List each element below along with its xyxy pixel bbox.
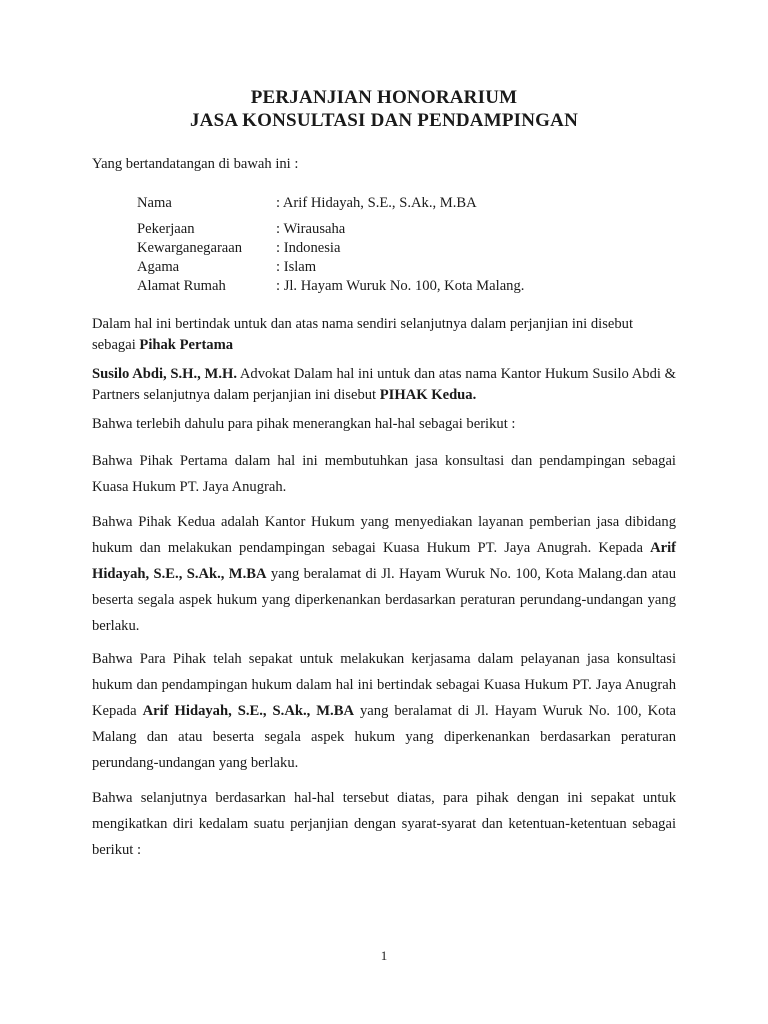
identity-value: : Wirausaha [276, 221, 346, 237]
identity-row [137, 195, 524, 221]
identity-row [137, 259, 524, 278]
identity-value: : Indonesia [276, 240, 341, 256]
identity-label: Pekerjaan [137, 221, 195, 237]
intro-text: Yang bertandatangan di bawah ini : [92, 156, 299, 172]
identity-label: Alamat Rumah [137, 278, 226, 294]
paragraph-pihak-kedua [92, 364, 676, 406]
paragraph-text: yang beralamat di Jl. Hayam Wuruk No. 100, Kota Malang.dan atau beserta segala aspek hukum yang diperkenankan berdasarkan peraturan perundang-undangan yang berlaku. [92, 566, 676, 634]
page-number: 1 [380, 948, 388, 963]
identity-label: Agama [137, 259, 180, 275]
identity-value: : Islam [276, 259, 317, 275]
paragraph-text: yang beralamat di Jl. Hayam Wuruk No. 100, Kota Malang dan atau beserta segala aspek hukum yang diperkenankan berdasarkan peraturan perundang-undangan yang berlaku. [92, 703, 676, 771]
paragraph-pihak-pertama [92, 314, 676, 356]
client-name: Arif Hidayah, S.E., S.Ak., M.BA [142, 703, 354, 719]
paragraph-text: Advokat Dalam hal ini untuk dan atas nama Kantor Hukum Susilo Abdi & Partners selanjutnya dalam perjanjian ini disebut [92, 366, 676, 403]
paragraph-binding: Bahwa selanjutnya berdasarkan hal-hal tersebut diatas, para pihak dengan ini sepakat untuk mengikatkan diri kedalam suatu perjanjian dengan syarat-syarat dan ketentuan-ketentuan sebagai berikut : [92, 790, 676, 858]
pihak-kedua-label: PIHAK Kedua. [379, 387, 477, 403]
client-name: Arif Hidayah, S.E., S.Ak., M.BA [92, 540, 676, 582]
paragraph-preamble: Bahwa terlebih dahulu para pihak menerangkan hal-hal sebagai berikut : [92, 416, 516, 432]
advocate-name: Susilo Abdi, S.H., M.H. [92, 366, 237, 382]
paragraph-law-office [92, 509, 676, 639]
paragraph-agreement [92, 646, 676, 776]
identity-table [137, 195, 524, 297]
identity-value: : Jl. Hayam Wuruk No. 100, Kota Malang. [276, 278, 525, 294]
document-title-line1: PERJANJIAN HONORARIUM [250, 87, 518, 108]
identity-label: Kewarganegaraan [137, 240, 243, 256]
paragraph-text: Dalam hal ini bertindak untuk dan atas nama sendiri selanjutnya dalam perjanjian ini disebut sebagai [92, 316, 634, 353]
identity-row [137, 240, 524, 259]
identity-row [137, 221, 524, 240]
pihak-pertama-label: Pihak Pertama [139, 337, 234, 353]
identity-label: Nama [137, 195, 172, 211]
identity-row [137, 278, 524, 297]
paragraph-need: Bahwa Pihak Pertama dalam hal ini membutuhkan jasa konsultasi dan pendampingan sebagai Kuasa Hukum PT. Jaya Anugrah. [92, 453, 676, 495]
paragraph-text: Bahwa Para Pihak telah sepakat untuk melakukan kerjasama dalam pelayanan jasa konsultasi hukum dan pendampingan hukum dalam hal ini bertindak sebagai Kuasa Hukum PT. Jaya Anugrah Kepada [92, 651, 676, 719]
document-title-line2: JASA KONSULTASI DAN PENDAMPINGAN [189, 110, 579, 131]
paragraph-text: Bahwa Pihak Kedua adalah Kantor Hukum yang menyediakan layanan pemberian jasa dibidang hukum dan melakukan pendampingan sebagai Kuasa Hukum PT. Jaya Anugrah. Kepada [92, 514, 676, 556]
identity-value: : Arif Hidayah, S.E., S.Ak., M.BA [276, 195, 477, 211]
